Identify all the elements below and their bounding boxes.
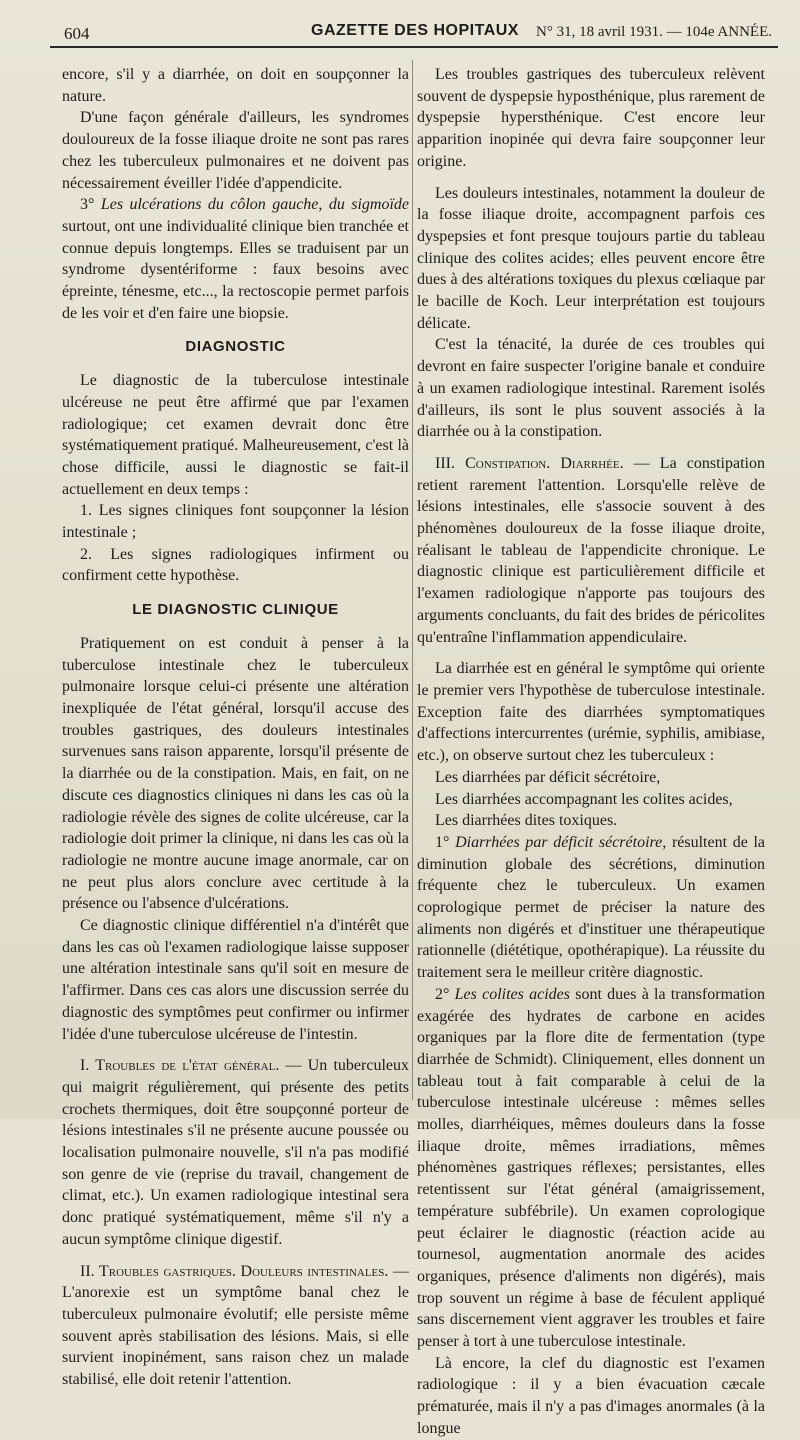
paragraph: La diarrhée est en général le symptôme qui oriente le premier vers l'hypothèse de tuberculose intestinale. Exception faite des diarrhées symptomatiques d'affections intercurrentes (urémie, syphilis, amibiase, etc.), on observe surtout chez les tuberculeux : — [417, 660, 765, 765]
paragraph — [62, 1261, 409, 1391]
page-number: 604 — [64, 24, 90, 43]
paragraph: encore, s'il y a diarrhée, on doit en soupçonner la nature. — [62, 66, 409, 105]
paragraph: Là encore, la clef du diagnostic est l'examen radiologique : il y a bien évacuation cæcale prématurée, mais il n'y a pas d'images anormales (à la longue — [417, 1354, 765, 1437]
paragraph — [417, 453, 765, 648]
paragraph: Le diagnostic de la tuberculose intestinale ulcéreuse ne peut être affirmé que par l'examen radiologique; cet examen devrait donc être systématiquement pratiqué. Malheureusement, c'est là chose difficile, aussi le diagnostic se fait-il actuellement en deux temps : — [62, 372, 409, 498]
left-column — [62, 64, 409, 1391]
section-heading-diagnostic: DIAGNOSTIC — [185, 338, 286, 356]
list-item: Les diarrhées dites toxiques. — [435, 812, 618, 830]
list-item: Les diarrhées par déficit sécrétoire, — [435, 768, 661, 786]
page-header — [50, 16, 778, 48]
paragraph: D'une façon générale d'ailleurs, les syndromes douloureux de la fosse iliaque droite ne sont pas rares chez les tuberculeux pulmonaires et ne doivent pas nécessairement éveiller l'idée d'appendicite. — [62, 109, 409, 192]
italic-term: Les colites acides — [454, 985, 570, 1003]
list-item: Les diarrhées accompagnant les colites acides, — [435, 790, 733, 808]
paragraph: Ce diagnostic clinique différentiel n'a d'intérêt que dans les cas où l'examen radiologique laisse supposer une altération intestinale sans qu'il soit en mesure de l'affirmer. Dans ces cas alors une discussion serrée du diagnostic des symptômes peut confirmer ou infirmer l'idée d'une tuberculose ulcéreuse de l'intestin. — [62, 917, 409, 1043]
paragraph-text: surtout, ont une individualité clinique bien tranchée et connue depuis longtemps. Elles se traduisent par un syndrome dysentériforme : faux besoins avec épreinte, ténesme, etc..., la rectoscopie permet parfois de les voir et d'en faire une biopsie. — [62, 217, 409, 322]
subsection-title: III. Constipation. Diarrhée. — [435, 454, 624, 472]
subsection-title: I. Troubles de l'état général. — [80, 1057, 280, 1075]
paragraph: C'est la ténacité, la durée de ces troubles qui devront en faire suspecter l'origine banale et conduire à un examen radiologique intestinal. Rarement isolés d'ailleurs, ils sont le plus souvent associés à la diarrhée ou à la constipation. — [417, 336, 765, 441]
paragraph: 1. Les signes cliniques font soupçonner la lésion intestinale ; — [62, 502, 409, 542]
issue-info: N° 31, 18 avril 1931. — 104e ANNÉE. — [536, 24, 772, 40]
paragraph-text: — La constipation retient rarement l'attention. Lorsqu'elle relève de lésions intestinales, elle s'associe souvent à des phénomènes douloureux de la fosse iliaque droite, réalisant le tableau de l'appendicite chronique. Le diagnostic clinique est particulièrement difficile et l'examen radiologique n'apporte pas toujours des arguments concluants, du fait des brides de péricolites qu'entraîne l'inflammation appendiculaire. — [417, 454, 765, 646]
paragraph — [417, 984, 765, 1353]
paragraph: Les troubles gastriques des tuberculeux relèvent souvent de dyspepsie hyposthénique, plus rarement de dyspepsie hypersthénique. C'est encore leur apparition inopinée qui devra faire soupçonner leur origine. — [417, 66, 765, 170]
list-number: 1° — [435, 833, 450, 851]
list-number: 3° — [80, 196, 95, 214]
paragraph-text: sont dues à la transformation exagérée des hydrates de carbone en acides organiques par la flore dite de fermentation (type diarrhée de Schmidt). Cliniquement, elles donnent un tableau tout à fait comparable à celui de la tuberculose intestinale ulcéreuse : mêmes selles molles, diarrhéiques, mêmes douleurs dans la fosse iliaque droite, mêmes irradiations, mêmes phénomènes gastriques réflexes; persistantes, elles retentissent sur l'état général (amaigrissement, température subfébrile). Un examen coprologique peut éclairer le diagnostic (réaction acide au tournesol, augmentation anormale des acides organiques, présence d'aliments non digérés), mais trop souvent un régime à base de féculent appliqué sans discernement vient aggraver les troubles et faire penser à tort à une tuberculose intestinale. — [417, 985, 765, 1351]
paragraph — [62, 1055, 409, 1250]
right-column — [417, 64, 765, 1440]
paragraph-text: résultent de la diminution globale des sécrétions, diminution fréquente chez le tuberculeux. Un examen coprologique permet de préciser la nature des aliments non digérés et d'instituer une thérapeutique rationnelle (diététique, opothérapique). La réussite du traitement sera le meilleur critère diagnostic. — [417, 833, 766, 982]
list-number: 2° — [435, 985, 450, 1003]
section-heading-clinical-diagnostic: LE DIAGNOSTIC CLINIQUE — [132, 601, 339, 619]
paragraph — [417, 832, 765, 984]
paragraph-text: — L'anorexie est un symptôme banal chez le tuberculeux pulmonaire évolutif; elle persiste même souvent après stabilisation des lésions. Mais, si elle survient inopinément, sans raison chez un malade stabilisé, elle doit retenir l'attention. — [62, 1262, 409, 1389]
paragraph: 2. Les signes radiologiques infirment ou confirment cette hypothèse. — [62, 545, 409, 585]
subsection-title: II. Troubles gastriques. Douleurs intestinales. — [80, 1262, 389, 1280]
paragraph — [62, 194, 409, 324]
journal-title: GAZETTE DES HOPITAUX — [311, 22, 519, 39]
paragraph-text: — Un tuberculeux qui maigrit régulièrement, qui présente des petits crochets thermiques, doit être soupçonné porteur de lésions intestinales s'il ne présente aucune poussée ou localisation pulmonaire nouvelle, s'il n'a pas modifié son genre de vie (reprise du travail, changement de climat, etc.). Un examen radiologique intestinal sera donc pratiqué systématiquement, même s'il n'y a aucun symptôme clinique digestif. — [62, 1057, 410, 1248]
column-divider — [412, 60, 413, 1100]
italic-term: Les ulcérations du côlon gauche, du sigmoïde — [100, 196, 409, 214]
paragraph: Pratiquement on est conduit à penser à la tuberculose intestinale chez le tuberculeux pulmonaire lorsque celui-ci présente une altération inexpliquée de l'état général, lorsqu'il accuse des troubles gastriques, des douleurs intestinales survenues sans raison apparente, lorsqu'il présente de la diarrhée ou de la constipation. Mais, en fait, on ne discute ces diagnostics cliniques ni dans les cas où la radiologie révèle des signes de colite ulcéreuse, car la radiologie doit primer la clinique, ni dans les cas où la radiologie ne montre aucune image anormale, car on ne peut plus alors conclure avec certitude à la présence ou l'absence d'ulcérations. — [62, 634, 410, 913]
italic-term: Diarrhées par déficit sécrétoire, — [455, 833, 667, 851]
paragraph: Les douleurs intestinales, notamment la douleur de la fosse iliaque droite, accompagnent parfois ces dyspepsies et font presque toujours partie du tableau clinique des colites acides; elles peuvent encore être dues à des altérations toxiques du plexus cœliaque par le bacille de Koch. Leur interprétation est toujours délicate. — [417, 184, 765, 332]
